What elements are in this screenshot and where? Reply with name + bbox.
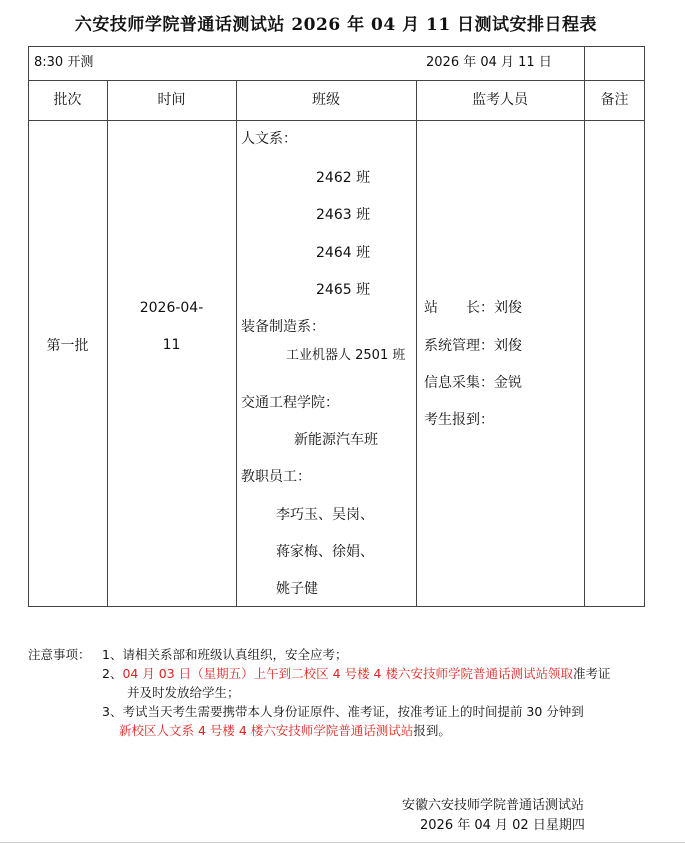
- class-item: 2465 班: [316, 282, 371, 298]
- proctor-line: 系统管理：刘俊: [424, 338, 522, 354]
- header-class: 班级: [312, 92, 340, 108]
- note-3-continued: [119, 721, 451, 740]
- note-2-highlight: 04 月 03 日（星期五）上午到二校区 4 号楼 4 楼六安技师学院普通话测试站领取: [122, 666, 573, 681]
- class-item: 2463 班: [316, 207, 371, 223]
- header-remark: 备注: [600, 92, 629, 108]
- proctor-line: 站 长：刘俊: [424, 300, 522, 316]
- class-group-dept: 教职员工：: [241, 469, 311, 485]
- footer-date: 2026 年 04 月 02 日星期四: [420, 818, 585, 833]
- class-group-dept: 装备制造系：: [241, 319, 325, 335]
- note-2-number: 2、: [102, 666, 123, 681]
- batch-cell: 第一批: [46, 338, 89, 354]
- time-cell-line1: 2026-04-: [139, 300, 204, 316]
- class-group-dept: 人文系：: [241, 131, 297, 147]
- note-1: 1、请相关系部和班级认真组织，安全应考；: [102, 647, 348, 662]
- proctor-line: 信息采集：金锐: [424, 375, 522, 391]
- note-3-tail: 报到。: [413, 723, 451, 738]
- note-3-highlight: 新校区人文系 4 号楼 4 楼六安技师学院普通话测试站: [119, 723, 414, 738]
- staff-names: 蒋家梅、徐娟、: [276, 544, 374, 560]
- class-item: 工业机器人 2501 班: [286, 348, 406, 363]
- footer-organization: 安徽六安技师学院普通话测试站: [402, 798, 585, 813]
- note-3: 3、考试当天考生需要携带本人身份证原件、准考证，按准考证上的时间提前 30 分钟到: [102, 704, 584, 719]
- start-time-label: 8:30 开测: [34, 55, 94, 70]
- note-2-continued: 并及时发放给学生；: [127, 685, 240, 700]
- proctor-line: 考生报到：: [424, 412, 494, 428]
- header-time: 时间: [157, 92, 186, 108]
- staff-names: 姚子健: [276, 581, 318, 597]
- class-group-dept: 交通工程学院：: [241, 395, 339, 411]
- notes-label: 注意事项：: [28, 647, 91, 662]
- header-batch: 批次: [53, 92, 82, 108]
- schedule-table: [28, 46, 645, 607]
- class-item: 新能源汽车班: [294, 432, 378, 448]
- class-item: 2464 班: [316, 245, 371, 261]
- staff-names: 李巧玉、吴岗、: [276, 507, 374, 523]
- document-title: 六安技师学院普通话测试站 2026 年 04 月 11 日测试安排日程表: [74, 15, 598, 35]
- header-proctor: 监考人员: [472, 92, 528, 108]
- time-cell-line2: 11: [162, 337, 181, 353]
- note-2-tail: 准考证: [573, 666, 611, 681]
- test-date-label: 2026 年 04 月 11 日: [426, 55, 552, 70]
- note-2: [102, 664, 611, 683]
- class-item: 2462 班: [316, 170, 371, 186]
